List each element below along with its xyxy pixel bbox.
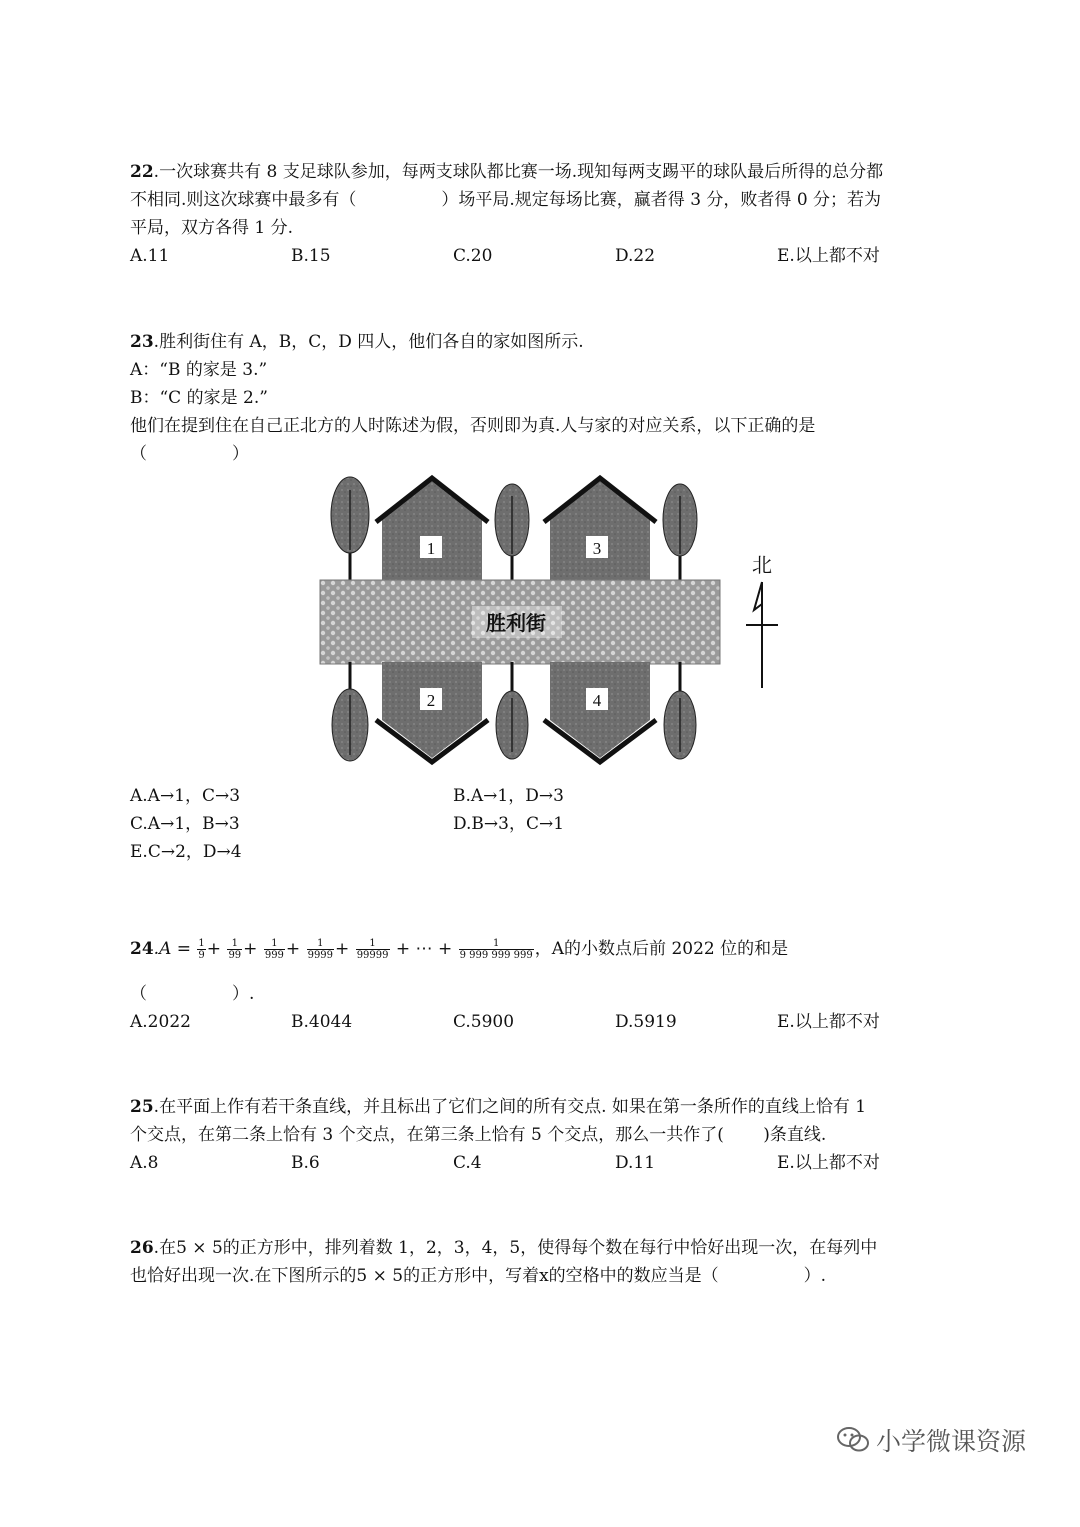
q26-line-2: 也恰好出现一次.在下图所示的5 × 5的正方形中，写着x的空格中的数应当是（ ）. [130, 1266, 827, 1286]
watermark-text: 小学微课资源 [876, 1427, 1027, 1456]
q22-option-d: D.22 [615, 246, 656, 266]
tree-icon [664, 662, 696, 759]
q26-line-1 [130, 1234, 877, 1262]
q25-option-e: E.以上都不对 [777, 1153, 880, 1173]
q22-option-a: A.11 [130, 246, 170, 266]
fraction-numerator: 1 [356, 938, 390, 950]
q24-option-c: C.5900 [453, 1012, 515, 1032]
q23-line-3: B：“C 的家是 2.” [130, 388, 268, 408]
q23-option-c: C.A→1，B→3 [130, 814, 240, 834]
tree-icon [496, 662, 528, 759]
q25-option-b: B.6 [291, 1153, 320, 1173]
house-3 [544, 478, 656, 582]
q23-line-5: （ ） [130, 444, 249, 464]
q23-option-d: D.B→3，C→1 [453, 814, 565, 834]
fraction-numerator: 1 [307, 938, 334, 950]
north-label: 北 [752, 553, 772, 577]
q25-line-2: 个交点，在第二条上恰有 3 个交点，在第三条上恰有 5 个交点，那么一共作了( )条直线. [130, 1125, 827, 1145]
fraction-denominator: 99 [228, 950, 242, 961]
q24-line-1: 24.A = $\frac{1}{9}$ + $\frac{1}{99}$ + $\frac{1}{999}$ + $\frac{1}{9999}$ + $\frac{1}{99999}$ + ⋯ + $\frac{1}{9 999 999 999}$ ，A的小数点后前 2022 位的和是 [130, 938, 789, 961]
fraction-denominator: 9 [198, 950, 205, 961]
q26-number: 26 [130, 1238, 154, 1258]
tree-icon [663, 484, 697, 582]
north-arrow-icon [746, 553, 778, 688]
q23-line-4: 他们在提到住在自己正北方的人时陈述为假，否则即为真.人与家的对应关系，以下正确的是 [130, 416, 816, 436]
street-map-figure [310, 470, 790, 770]
fraction-numerator: 1 [459, 938, 534, 950]
q25-option-c: C.4 [453, 1153, 482, 1173]
fraction [264, 938, 285, 961]
fraction [307, 938, 334, 961]
house-4 [544, 662, 656, 762]
q24-line-2: （ ）. [130, 984, 255, 1004]
q25-number: 25 [130, 1097, 154, 1117]
q24-option-e: E.以上都不对 [777, 1012, 880, 1032]
q25-option-a: A.8 [130, 1153, 159, 1173]
q25-text-1: .在平面上作有若干条直线，并且标出了它们之间的所有交点. 如果在第一条所作的直线上恰有 1 [153, 1097, 867, 1117]
q24-lhs: .A = [153, 939, 197, 959]
house-1-label: 1 [426, 539, 436, 558]
house-2 [376, 662, 488, 762]
q22-option-c: C.20 [453, 246, 493, 266]
q22-line-2: 不相同.则这次球赛中最多有（ ）场平局.规定每场比赛，赢者得 3 分，败者得 0 分；若为 [130, 190, 882, 210]
fraction-denominator: 99999 [356, 950, 389, 961]
house-4-label: 4 [592, 691, 602, 710]
fraction-denominator: 9999 [307, 950, 334, 961]
q24-option-b: B.4044 [291, 1012, 353, 1032]
q23-number: 23 [130, 332, 154, 352]
q23-option-e: E.C→2，D→4 [130, 842, 242, 862]
q22-line-3: 平局，双方各得 1 分. [130, 218, 294, 238]
tree-icon [495, 484, 529, 582]
fraction [197, 938, 205, 961]
q23-option-b: B.A→1，D→3 [453, 786, 564, 806]
q24-option-d: D.5919 [615, 1012, 677, 1032]
fraction-numerator: 1 [227, 938, 242, 950]
house-2-label: 2 [426, 691, 436, 710]
q23-option-a: A.A→1，C→3 [130, 786, 241, 806]
wechat-icon [836, 1426, 870, 1460]
tree-icon [332, 662, 368, 761]
q24-ellipsis: + ⋯ + [395, 939, 453, 959]
tree-icon [331, 477, 369, 582]
fraction-numerator: 1 [264, 938, 285, 950]
q23-line-2: A：“B 的家是 3.” [130, 360, 268, 380]
fraction-denominator: 9 999 999 999 [459, 950, 533, 961]
street-label: 胜利街 [486, 611, 546, 635]
q22-number: 22 [130, 162, 154, 182]
q26-text-1: .在5 × 5的正方形中，排列着数 1，2，3，4，5，使得每个数在每行中恰好出现一次，在每列中 [153, 1238, 878, 1258]
fraction-numerator: 1 [198, 938, 205, 949]
q24-number: 24 [130, 939, 154, 959]
q22-text-1: .一次球赛共有 8 支足球队参加，每两支球队都比赛一场.现知每两支踢平的球队最后所得的总分都 [153, 162, 884, 182]
q24-option-a: A.2022 [130, 1012, 191, 1032]
fraction [356, 938, 390, 961]
q23-line-1 [130, 328, 584, 356]
fraction-last [459, 938, 534, 961]
house-1 [376, 478, 488, 582]
q22-line-1 [130, 158, 883, 186]
q25-line-1 [130, 1093, 866, 1121]
q22-option-e: E.以上都不对 [777, 246, 880, 266]
q22-option-b: B.15 [291, 246, 331, 266]
watermark [836, 1422, 1026, 1460]
house-3-label: 3 [592, 539, 602, 558]
q25-option-d: D.11 [615, 1153, 656, 1173]
q24-tail: ，A的小数点后前 2022 位的和是 [534, 939, 789, 959]
fraction [227, 938, 242, 961]
q23-text-1: .胜利街住有 A，B，C，D 四人，他们各自的家如图所示. [153, 332, 584, 352]
fraction-denominator: 999 [264, 950, 284, 961]
